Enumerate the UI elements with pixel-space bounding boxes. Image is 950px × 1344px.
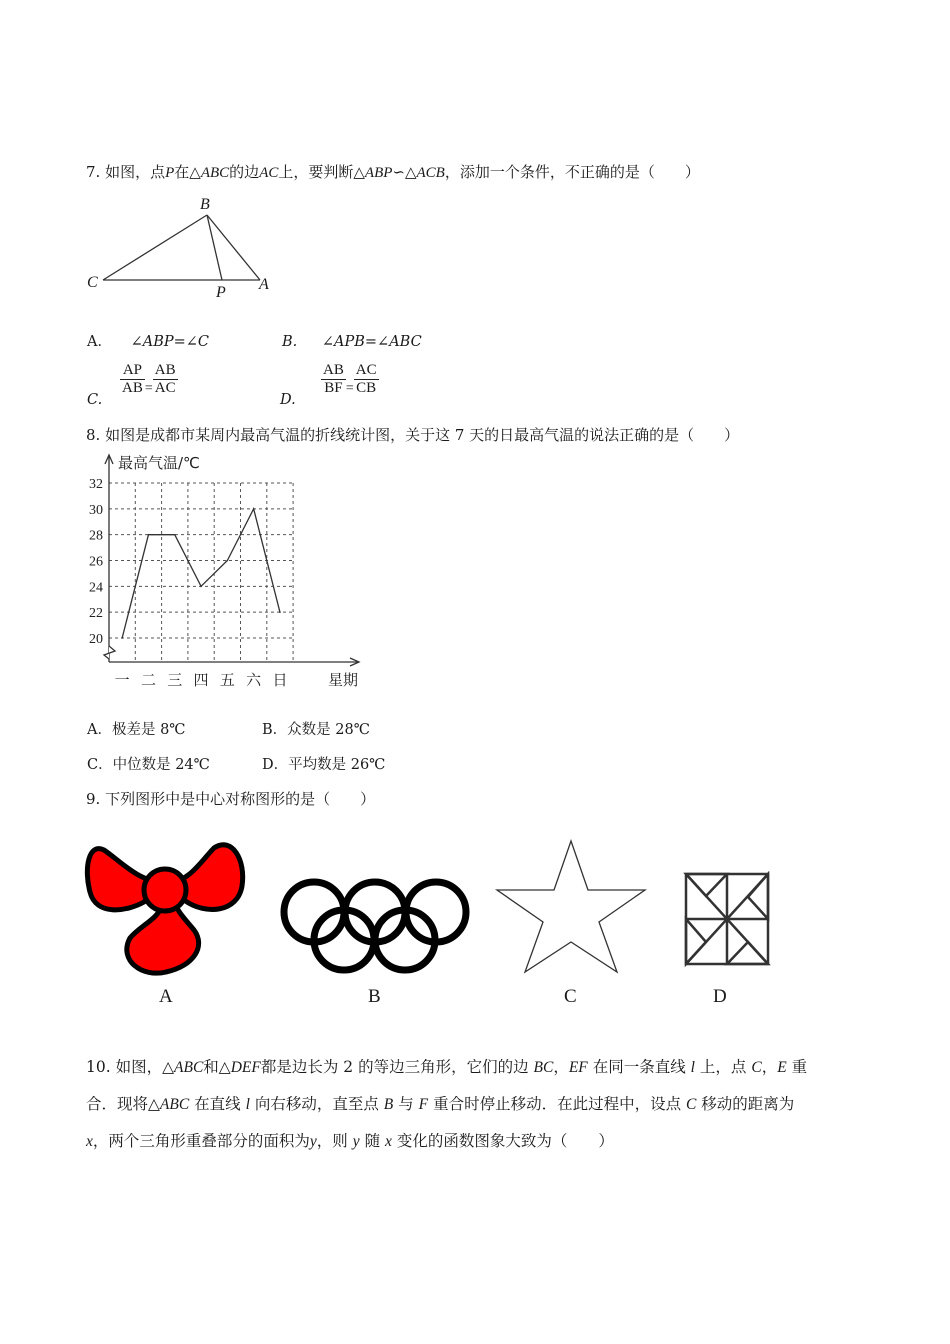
fraction-ab-ac: $\frac{AB}{AC}$ xyxy=(154,362,176,396)
x-axis-label: 星期 xyxy=(328,671,359,689)
x-tick-label: 四 xyxy=(193,671,209,689)
y-tick-label: 24 xyxy=(89,580,103,596)
q8-option-b[interactable]: B．众数是 28℃ xyxy=(262,722,370,738)
pinwheel-blade-bottom-right xyxy=(727,942,768,964)
figure-c-star[interactable] xyxy=(492,835,652,980)
data-point xyxy=(121,637,123,639)
y-tick-label: 32 xyxy=(89,477,103,492)
series-line xyxy=(122,509,280,638)
var-abc: ABC xyxy=(200,165,230,181)
var-acb: ACB xyxy=(416,165,445,181)
var-ac: AC xyxy=(259,165,279,181)
option-letter: A． xyxy=(87,334,112,350)
x-tick-label: 三 xyxy=(167,671,183,689)
side-cb xyxy=(103,215,207,280)
data-point xyxy=(148,534,150,536)
pinwheel-blade-top-left xyxy=(686,874,727,896)
chart-series xyxy=(121,508,280,639)
star-outline xyxy=(497,841,645,972)
option-letter: C. xyxy=(87,392,103,408)
label-p: P xyxy=(216,284,226,301)
question-7-stem xyxy=(86,162,700,183)
option-letter: B. xyxy=(282,334,298,350)
chart-grid xyxy=(109,483,293,662)
y-tick-label: 30 xyxy=(89,502,103,518)
data-point xyxy=(174,534,176,536)
question-10-line-2: 合．现将△ABC 在直线 l 向右移动，直至点 B 与 F 重合时停止移动．在此过程中，设点 C 移动的距离为 xyxy=(86,1095,795,1113)
temperature-line-chart xyxy=(80,450,380,695)
stem-text: ，添加一个条件，不正确的是（ ） xyxy=(444,163,700,181)
question-9-stem xyxy=(86,789,375,809)
question-10-line-3: x，两个三角形重叠部分的面积为y，则 y 随 x 变化的函数图象大致为（ ） xyxy=(86,1132,614,1150)
stem-text: 如图是成都市某周内最高气温的折线统计图，关于这 7 天的日最高气温的说法正确的是（ ） xyxy=(105,426,740,444)
question-number: 10. xyxy=(86,1058,111,1076)
similar-symbol: ∽△ xyxy=(392,163,417,181)
fraction-ac-cb: $\frac{AC}{CB}$ xyxy=(355,362,377,396)
label-a: A xyxy=(259,276,269,293)
q8-option-c[interactable]: C．中位数是 24℃ xyxy=(87,757,210,773)
pinwheel-blade-bottom-left xyxy=(686,919,706,964)
question-8-stem xyxy=(86,425,739,445)
q8-option-d[interactable]: D．平均数是 26℃ xyxy=(262,757,386,773)
x-tick-label: 二 xyxy=(140,671,156,689)
y-axis-label: 最高气温/℃ xyxy=(118,454,200,472)
stem-text: 在△ xyxy=(174,163,201,181)
y-tick-label: 22 xyxy=(89,606,103,622)
label-b: B xyxy=(200,196,210,213)
y-tick-label: 28 xyxy=(89,528,103,544)
figure-b-rings[interactable] xyxy=(280,872,470,982)
question-number: 8. xyxy=(86,426,101,444)
figure-a-label: A xyxy=(159,986,173,1007)
x-tick-label: 日 xyxy=(272,671,288,689)
figure-d-pinwheel[interactable] xyxy=(682,868,774,970)
stem-text: 上，要判断△ xyxy=(278,163,365,181)
q8-option-a[interactable]: A．极差是 8℃ xyxy=(87,722,186,738)
y-tick-label: 20 xyxy=(89,632,103,647)
fraction-ap-ab: $\frac{AP}{AB}$ xyxy=(122,362,143,396)
option-text: ∠ABP=∠C xyxy=(130,334,210,350)
option-letter: D. xyxy=(280,392,296,408)
figure-c-label: C xyxy=(564,986,577,1007)
figure-a-flower[interactable] xyxy=(84,820,249,980)
question-number: 9. xyxy=(86,790,101,808)
data-point xyxy=(279,611,281,613)
figure-d-label: D xyxy=(713,986,727,1007)
y-tick-label: 26 xyxy=(89,554,103,570)
x-tick-label: 一 xyxy=(114,671,130,689)
q7-option-a[interactable] xyxy=(87,332,209,352)
data-point xyxy=(227,560,229,562)
label-c: C xyxy=(87,274,98,291)
stem-text: 的边 xyxy=(229,163,260,181)
q7-option-b[interactable] xyxy=(282,332,422,352)
x-tick-label: 六 xyxy=(246,671,262,689)
data-point xyxy=(200,586,202,588)
figure-b-label: B xyxy=(368,986,381,1007)
stem-text: 下列图形中是中心对称图形的是（ ） xyxy=(105,790,376,808)
x-tick-label: 五 xyxy=(219,671,235,689)
question-number: 7. xyxy=(86,163,101,181)
question-10-line-1: 10. 如图，△ABC和△DEF都是边长为 2 的等边三角形，它们的边 BC，EF 在同一条直线 l 上，点 C，E 重 xyxy=(86,1058,808,1076)
flower-center xyxy=(144,869,186,911)
triangle-figure xyxy=(80,195,280,305)
data-point xyxy=(253,508,255,510)
var-p: P xyxy=(165,165,175,181)
var-abp: ABP xyxy=(364,165,393,181)
option-text: ∠APB=∠ABC xyxy=(321,334,422,350)
stem-text: 如图，点 xyxy=(105,163,166,181)
pinwheel-blade-top-right xyxy=(748,874,768,919)
fraction-ab-bf: $\frac{AB}{BF}$ xyxy=(323,362,344,396)
